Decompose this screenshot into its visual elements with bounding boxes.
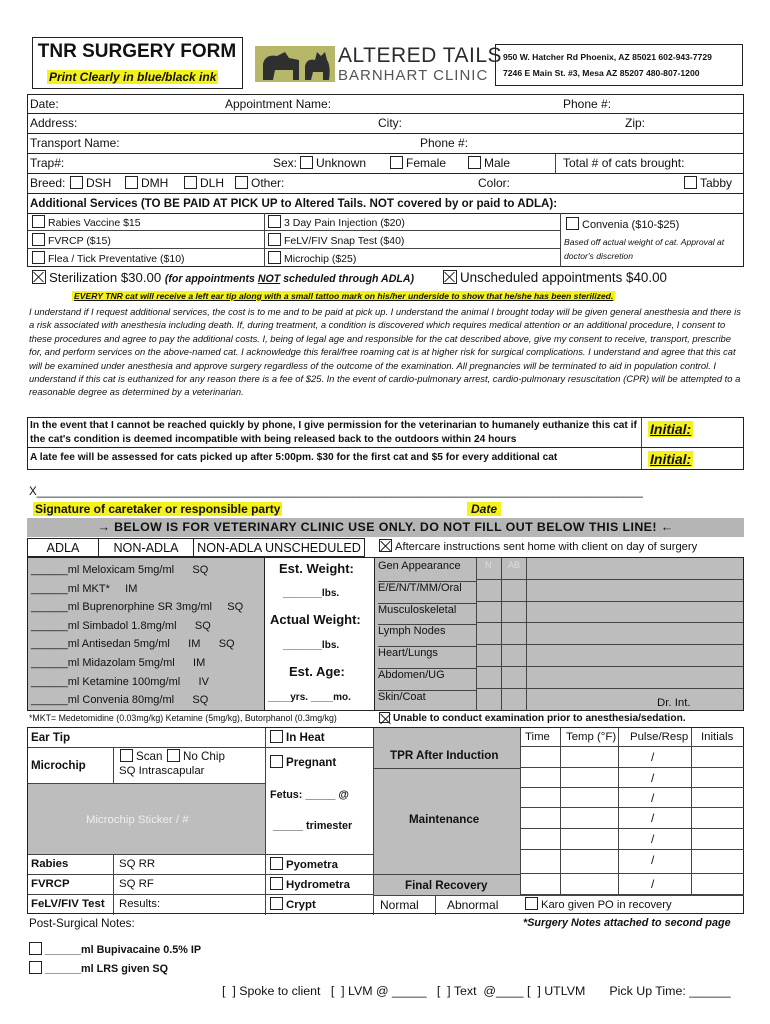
exam-ab-cell[interactable] bbox=[501, 580, 526, 602]
row-date bbox=[27, 94, 744, 114]
pain-injection-option[interactable] bbox=[268, 215, 405, 229]
pulse-resp-slash: / bbox=[651, 811, 655, 825]
consent-paragraph: I understand if I request additional services, the cost is to me and to be paid at pick up. I understand the animal I brought today will be given general anesthesia and there is a risk associated with anesthesia including death. If, during treatment, a condition is discovered which requires medical attention or an additional procedure, I consent to these procedures and agree to pay the additional costs. I, being of legal age and responsible for the cat described above, give my consent to receive, transport, prescribe for, and perform services on the above-named cat. I acknowledge this feral/free roaming cat is at higher risk for surgical complications. I understand and agree that this cat will be examined under anesthesia and approve surgery regardless of the outcome of the examination. All pregnancies will be terminated to aid in population control. I understand if this cat is euthanized for any reason there is a fee of $25. In the event of cardio-pulmonary arrest, cardio-pulmonary resuscitation (CPR) will be attempted to a reasonable degree as determined by a veterinarian. bbox=[29, 306, 741, 398]
footer-contact-line[interactable]: [ ] Spoke to client [ ] LVM @ _____ [ ] Text @____ [ ] UTLVM Pick Up Time: ______ bbox=[222, 984, 731, 998]
vitals-header-cell bbox=[619, 728, 692, 747]
clinic-address-box bbox=[495, 44, 743, 86]
microchip-sticker-label: Microchip Sticker / # bbox=[86, 814, 189, 826]
ear-tip-label: Ear Tip bbox=[31, 731, 71, 744]
clinic-address-2: 7246 E Main St. #3, Mesa AZ 85207 480-807-1200 bbox=[503, 68, 700, 78]
unable-exam-label: Unable to conduct examination prior to anesthesia/sedation. bbox=[393, 713, 686, 724]
convenia-note: Based off actual weight of cat. Approval at doctor's discretion bbox=[564, 237, 725, 261]
transport-name-label[interactable]: Transport Name: bbox=[30, 136, 120, 150]
unscheduled-option[interactable] bbox=[443, 270, 667, 285]
services-grid bbox=[27, 213, 744, 267]
signature-label: Signature of caretaker or responsible party bbox=[35, 502, 281, 516]
services-heading: Additional Services (TO BE PAID AT PICK UP to Altered Tails. NOT covered by or paid to ADLA): bbox=[27, 194, 744, 214]
microchip-label: Microchip bbox=[31, 759, 86, 772]
exam-notes-cell[interactable] bbox=[526, 623, 743, 645]
date-label[interactable]: Date: bbox=[30, 97, 59, 111]
fvrcp-line bbox=[28, 894, 265, 895]
med-line[interactable]: ______ml Convenia 80mg/ml SQ bbox=[31, 694, 209, 707]
sex-unknown[interactable] bbox=[300, 154, 366, 173]
exam-notes-cell[interactable] bbox=[526, 667, 743, 689]
sex-female-label: Female bbox=[406, 156, 447, 170]
services-hline-1 bbox=[28, 230, 560, 231]
heat-line bbox=[265, 747, 373, 748]
hydrometra-label: Hydrometra bbox=[286, 879, 350, 891]
signature-line[interactable]: X______________________________________________________________________________________________ bbox=[29, 485, 643, 498]
fvrcp-route: SQ RF bbox=[119, 878, 154, 890]
logo-title: ALTERED TAILS bbox=[338, 44, 503, 67]
felv-snap-option[interactable] bbox=[268, 233, 404, 247]
final-recovery-label: Final Recovery bbox=[405, 879, 488, 892]
exam-notes-cell[interactable] bbox=[526, 689, 743, 711]
euthanize-box bbox=[27, 417, 744, 448]
vitals-cell[interactable] bbox=[520, 788, 561, 808]
vitals-cell[interactable] bbox=[692, 850, 744, 874]
exam-item: Gen Appearance bbox=[378, 560, 476, 582]
vitals-cell[interactable] bbox=[619, 788, 692, 808]
exam-ab-cell[interactable] bbox=[501, 645, 526, 667]
vitals-cell[interactable] bbox=[561, 747, 619, 768]
sex-male[interactable] bbox=[468, 154, 510, 173]
breed-dlh[interactable] bbox=[184, 174, 224, 193]
breed-other-label: Other: bbox=[251, 176, 285, 190]
in-heat-option[interactable] bbox=[270, 730, 325, 744]
aftercare-label: Aftercare instructions sent home with client on day of surgery bbox=[395, 541, 698, 553]
clinic-address-1: 950 W. Hatcher Rd Phoenix, AZ 85021 602-943-7729 bbox=[503, 52, 712, 62]
med-line[interactable]: ______ml Midazolam 5mg/ml IM bbox=[31, 657, 206, 669]
mkt-note: *MKT= Medetomidine (0.03mg/kg) Ketamine (5mg/kg), Butorphanol (0.3mg/kg) bbox=[29, 713, 337, 723]
breed-other[interactable] bbox=[235, 174, 284, 193]
row-transport bbox=[27, 134, 744, 154]
microchip-divider bbox=[113, 747, 114, 783]
tpr-line-1 bbox=[374, 768, 520, 769]
lower-table bbox=[27, 727, 744, 914]
euthanize-divider bbox=[641, 418, 642, 447]
vitals-cell[interactable] bbox=[619, 829, 692, 850]
vitals-header-cell bbox=[692, 728, 744, 747]
maintenance-label: Maintenance bbox=[409, 813, 480, 826]
exam-block bbox=[375, 557, 744, 711]
exam-item: Heart/Lungs bbox=[378, 647, 476, 669]
felv-snap-label: FeLV/FIV Snap Test ($40) bbox=[284, 235, 405, 247]
exam-notes-cell[interactable] bbox=[526, 558, 743, 580]
exam-notes-cell[interactable] bbox=[526, 645, 743, 667]
col-ab-header: AB bbox=[508, 560, 521, 570]
vitals-cell[interactable] bbox=[520, 829, 561, 850]
exam-item: Musculoskeletal bbox=[378, 604, 476, 626]
services-divider-1 bbox=[264, 213, 265, 267]
vitals-cell[interactable] bbox=[619, 768, 692, 788]
tabby-checkbox[interactable] bbox=[684, 174, 732, 193]
vitals-cell[interactable] bbox=[692, 874, 744, 895]
transport-phone-label[interactable]: Phone #: bbox=[420, 136, 469, 150]
adla-option[interactable] bbox=[27, 538, 99, 557]
hydrometra-line bbox=[265, 894, 373, 895]
bupivacaine-label: ______ml Bupivacaine 0.5% IP bbox=[45, 944, 202, 956]
aftercare-option[interactable] bbox=[379, 538, 697, 556]
rabies-line bbox=[28, 874, 265, 875]
clinic-use-banner: → BELOW IS FOR VETERINARY CLINIC USE ONLY. DO NOT FILL OUT BELOW THIS LINE! ← bbox=[27, 518, 744, 537]
pyometra-option[interactable] bbox=[270, 857, 338, 871]
breed-dsh-label: DSH bbox=[86, 176, 112, 190]
vitals-cell[interactable] bbox=[520, 874, 561, 895]
dr-int-label: Dr. Int. bbox=[657, 697, 691, 709]
sex-male-label: Male bbox=[484, 156, 511, 170]
trap-label[interactable]: Trap#: bbox=[30, 156, 65, 170]
vitals-cell[interactable] bbox=[619, 850, 692, 874]
exam-n-cell[interactable] bbox=[476, 689, 501, 711]
pulse-resp-slash: / bbox=[651, 853, 655, 867]
pain-injection-label: 3 Day Pain Injection ($20) bbox=[284, 217, 405, 229]
unscheduled-price: Unscheduled appointments $40.00 bbox=[460, 270, 667, 285]
sterilization-option[interactable] bbox=[32, 270, 414, 285]
sticker-line bbox=[28, 854, 265, 855]
rabies-vaccine-option[interactable] bbox=[32, 215, 141, 229]
microchip-sticker-area[interactable] bbox=[28, 784, 265, 854]
surgery-notes-note: *Surgery Notes attached to second page bbox=[523, 917, 731, 929]
tabby-label: Tabby bbox=[700, 176, 733, 190]
ear-tip-line bbox=[28, 747, 265, 748]
lrs-label: ______ml LRS given SQ bbox=[45, 963, 169, 975]
no-chip-label: No Chip bbox=[183, 750, 225, 763]
date-signature-label: Date bbox=[467, 502, 501, 516]
non-adla-label: NON-ADLA bbox=[113, 541, 179, 555]
vitals-cell[interactable] bbox=[561, 874, 619, 895]
vitals-cell[interactable] bbox=[619, 808, 692, 829]
adla-label: ADLA bbox=[46, 541, 80, 555]
vitals-header-cell bbox=[520, 728, 561, 747]
exam-notes-cell[interactable] bbox=[526, 602, 743, 624]
exam-ab-cell[interactable] bbox=[501, 602, 526, 624]
no-chip-option[interactable] bbox=[167, 749, 225, 763]
vitals-cell[interactable] bbox=[561, 850, 619, 874]
microchip-option[interactable] bbox=[268, 251, 356, 265]
microchip-label: Microchip ($25) bbox=[284, 253, 357, 265]
exam-n-cell[interactable] bbox=[476, 645, 501, 667]
flea-tick-option[interactable] bbox=[32, 251, 185, 265]
actual-weight-label: Actual Weight: bbox=[270, 612, 361, 627]
pulse-resp-slash: / bbox=[651, 791, 655, 805]
normal-option[interactable]: Normal bbox=[380, 898, 419, 912]
clinic-logo bbox=[255, 44, 335, 82]
breed-dmh-label: DMH bbox=[141, 176, 169, 190]
lrs-option[interactable] bbox=[29, 961, 168, 975]
sq-intrascapular: SQ Intrascapular bbox=[119, 765, 205, 777]
tpr-bottom bbox=[373, 895, 744, 896]
med-line[interactable]: ______ml Antisedan 5mg/ml IM SQ bbox=[31, 638, 235, 651]
total-cats-label[interactable]: Total # of cats brought: bbox=[563, 156, 685, 170]
convenia-option[interactable] bbox=[566, 217, 679, 231]
vitals-cell[interactable] bbox=[520, 768, 561, 788]
pregnant-option[interactable] bbox=[270, 755, 336, 769]
pulse-resp-slash: / bbox=[651, 832, 655, 846]
vitals-cell[interactable] bbox=[520, 808, 561, 829]
breed-dmh[interactable] bbox=[125, 174, 168, 193]
felv-test-label: FeLV/FIV Test bbox=[31, 898, 105, 910]
trap-divider bbox=[555, 154, 556, 174]
sterilization-note-a: (for appointments bbox=[164, 273, 258, 285]
fvrcp-label: FVRCP ($15) bbox=[48, 235, 111, 247]
karo-option[interactable] bbox=[525, 897, 672, 911]
initial-euthanize[interactable]: Initial: bbox=[650, 421, 692, 437]
convenia-label: Convenia ($10-$25) bbox=[582, 219, 680, 231]
city-label[interactable]: City: bbox=[378, 116, 402, 130]
vitals-header-cell bbox=[561, 728, 619, 747]
route-divider bbox=[113, 854, 114, 915]
med-line[interactable]: ______ml Simbadol 1.8mg/ml SQ bbox=[31, 619, 211, 632]
exam-item: Abdomen/UG bbox=[378, 669, 476, 691]
vitals-cell[interactable] bbox=[520, 850, 561, 874]
exam-item: Lymph Nodes bbox=[378, 625, 476, 647]
late-fee-text: A late fee will be assessed for cats picked up after 5:00pm. $30 for the first cat and $5 for every additional cat bbox=[30, 452, 558, 463]
karo-label: Karo given PO in recovery bbox=[541, 899, 672, 911]
trimester-line[interactable]: _____ trimester bbox=[273, 820, 353, 832]
vitals-cell[interactable] bbox=[692, 747, 744, 768]
time-header: Time bbox=[525, 731, 550, 743]
initials-header: Initials bbox=[701, 731, 734, 743]
crypt-label: Crypt bbox=[286, 899, 316, 911]
exam-n-cell[interactable] bbox=[476, 667, 501, 689]
hydrometra-option[interactable] bbox=[270, 877, 350, 891]
est-weight-line[interactable]: _______lbs. bbox=[283, 588, 340, 599]
meds-block bbox=[27, 557, 265, 711]
fetus-line[interactable]: Fetus: _____ @ bbox=[270, 789, 349, 801]
pyometra-line bbox=[265, 874, 373, 875]
exam-item: Skin/Coat bbox=[378, 690, 426, 703]
crypt-option[interactable] bbox=[270, 897, 316, 911]
breed-label: Breed: bbox=[30, 176, 66, 190]
form-subtitle: Print Clearly in blue/black ink bbox=[49, 70, 217, 84]
exam-item: E/E/N/T/MM/Oral bbox=[378, 582, 476, 604]
exam-ab-cell[interactable] bbox=[501, 623, 526, 645]
col-n-header: N bbox=[485, 560, 492, 570]
abnormal-option[interactable]: Abnormal bbox=[447, 898, 499, 912]
sex-label: Sex: bbox=[273, 156, 298, 170]
logo-subtitle: BARNHART CLINIC bbox=[338, 67, 489, 84]
in-heat-label: In Heat bbox=[286, 731, 325, 744]
vitals-cell[interactable] bbox=[692, 768, 744, 788]
vitals-cell[interactable] bbox=[561, 808, 619, 829]
sterilization-note-c: scheduled through ADLA) bbox=[280, 273, 415, 285]
pregnant-label: Pregnant bbox=[286, 756, 337, 769]
results-label[interactable]: Results: bbox=[119, 898, 161, 910]
flea-tick-label: Flea / Tick Preventative ($10) bbox=[48, 253, 185, 265]
euthanize-text: In the event that I cannot be reached quickly by phone, I give permission for the veterinarian to humanely euthanize this cat if the cat's condition is deemed incompatible with being released back to the outdoors within 24 hours bbox=[30, 420, 637, 445]
med-line[interactable]: ______ml Ketamine 100mg/ml IV bbox=[31, 675, 209, 688]
exam-n-cell[interactable] bbox=[476, 580, 501, 602]
exam-ab-cell[interactable] bbox=[501, 689, 526, 711]
services-divider-2 bbox=[560, 213, 561, 267]
age-line[interactable]: ____yrs. ____mo. bbox=[268, 692, 351, 703]
tpr-line-2 bbox=[374, 874, 520, 875]
weight-block bbox=[265, 557, 375, 711]
bupivacaine-option[interactable] bbox=[29, 942, 201, 956]
row-address bbox=[27, 114, 744, 134]
address-label[interactable]: Address: bbox=[30, 116, 78, 130]
late-fee-divider bbox=[641, 448, 642, 469]
services-hline-2 bbox=[28, 248, 560, 249]
vitals-cell[interactable] bbox=[692, 788, 744, 808]
initial-late-fee[interactable]: Initial: bbox=[650, 451, 692, 467]
pulse-resp-slash: / bbox=[651, 750, 655, 764]
tpr-after-label: TPR After Induction bbox=[390, 749, 499, 762]
scan-label: Scan bbox=[136, 750, 163, 763]
vitals-cell[interactable] bbox=[561, 788, 619, 808]
rabies-route: SQ RR bbox=[119, 858, 156, 870]
trimester-bottom bbox=[265, 854, 373, 855]
row-breed bbox=[27, 174, 744, 194]
adla-row bbox=[27, 538, 744, 557]
pulse-resp-slash: / bbox=[651, 877, 655, 891]
pulse-resp-header: Pulse/Resp bbox=[630, 731, 689, 743]
vitals-cell[interactable] bbox=[520, 747, 561, 768]
vitals-cell[interactable] bbox=[619, 747, 692, 768]
form-title: TNR SURGERY FORM bbox=[37, 41, 237, 62]
cat-dog-logo-icon bbox=[255, 44, 335, 82]
phone-label[interactable]: Phone #: bbox=[563, 97, 612, 111]
med-line[interactable]: ______ml MKT* IM bbox=[31, 582, 138, 595]
est-weight-label: Est. Weight: bbox=[279, 561, 354, 576]
unable-exam[interactable] bbox=[379, 712, 686, 724]
sex-unknown-label: Unknown bbox=[316, 156, 367, 170]
normal-divider bbox=[435, 895, 436, 915]
vitals-cell[interactable] bbox=[619, 874, 692, 895]
med-line[interactable]: ______ml Meloxicam 5mg/ml SQ bbox=[31, 564, 209, 576]
non-adla-option[interactable] bbox=[98, 538, 194, 557]
vitals-cell[interactable] bbox=[561, 768, 619, 788]
form-title-box bbox=[32, 37, 243, 89]
sterilization-note-not: NOT bbox=[257, 273, 281, 285]
exam-ab-cell[interactable] bbox=[501, 667, 526, 689]
pyometra-label: Pyometra bbox=[286, 859, 338, 871]
fvrcp-label: FVRCP bbox=[31, 878, 70, 890]
breed-dsh[interactable] bbox=[70, 174, 111, 193]
late-fee-box bbox=[27, 448, 744, 470]
temp-header: Temp (°F) bbox=[566, 731, 617, 743]
breed-dlh-label: DLH bbox=[200, 176, 225, 190]
rabies-vaccine-label: Rabies Vaccine $15 bbox=[48, 217, 141, 229]
zip-label[interactable]: Zip: bbox=[625, 116, 646, 130]
exam-n-cell[interactable] bbox=[476, 602, 501, 624]
sex-female[interactable] bbox=[390, 154, 446, 173]
left-col-divider bbox=[265, 728, 266, 915]
rabies-label: Rabies bbox=[31, 858, 69, 870]
est-age-label: Est. Age: bbox=[289, 664, 345, 679]
exam-notes-cell[interactable] bbox=[526, 580, 743, 602]
ear-tip-notice: EVERY TNR cat will receive a left ear tip along with a small tattoo mark on his/her underside to show that he/she has been sterilized. bbox=[74, 291, 614, 301]
med-line[interactable]: ______ml Buprenorphine SR 3mg/ml SQ bbox=[31, 601, 244, 614]
vitals-cell[interactable] bbox=[692, 829, 744, 850]
vitals-cell[interactable] bbox=[692, 808, 744, 829]
non-adla-unscheduled-label: NON-ADLA UNSCHEDULED bbox=[197, 541, 361, 555]
exam-n-cell[interactable] bbox=[476, 623, 501, 645]
pulse-resp-slash: / bbox=[651, 771, 655, 785]
actual-weight-line[interactable]: _______lbs. bbox=[283, 640, 340, 651]
vitals-cell[interactable] bbox=[561, 829, 619, 850]
post-surgical-label: Post-Surgical Notes: bbox=[29, 917, 135, 930]
fvrcp-option[interactable] bbox=[32, 233, 111, 247]
row-trap bbox=[27, 154, 744, 174]
appointment-name-label[interactable]: Appointment Name: bbox=[225, 97, 332, 111]
scan-option[interactable] bbox=[120, 749, 162, 763]
color-label[interactable]: Color: bbox=[478, 176, 511, 190]
non-adla-unscheduled-option[interactable] bbox=[193, 538, 365, 557]
sterilization-price: Sterilization $30.00 bbox=[49, 270, 162, 285]
